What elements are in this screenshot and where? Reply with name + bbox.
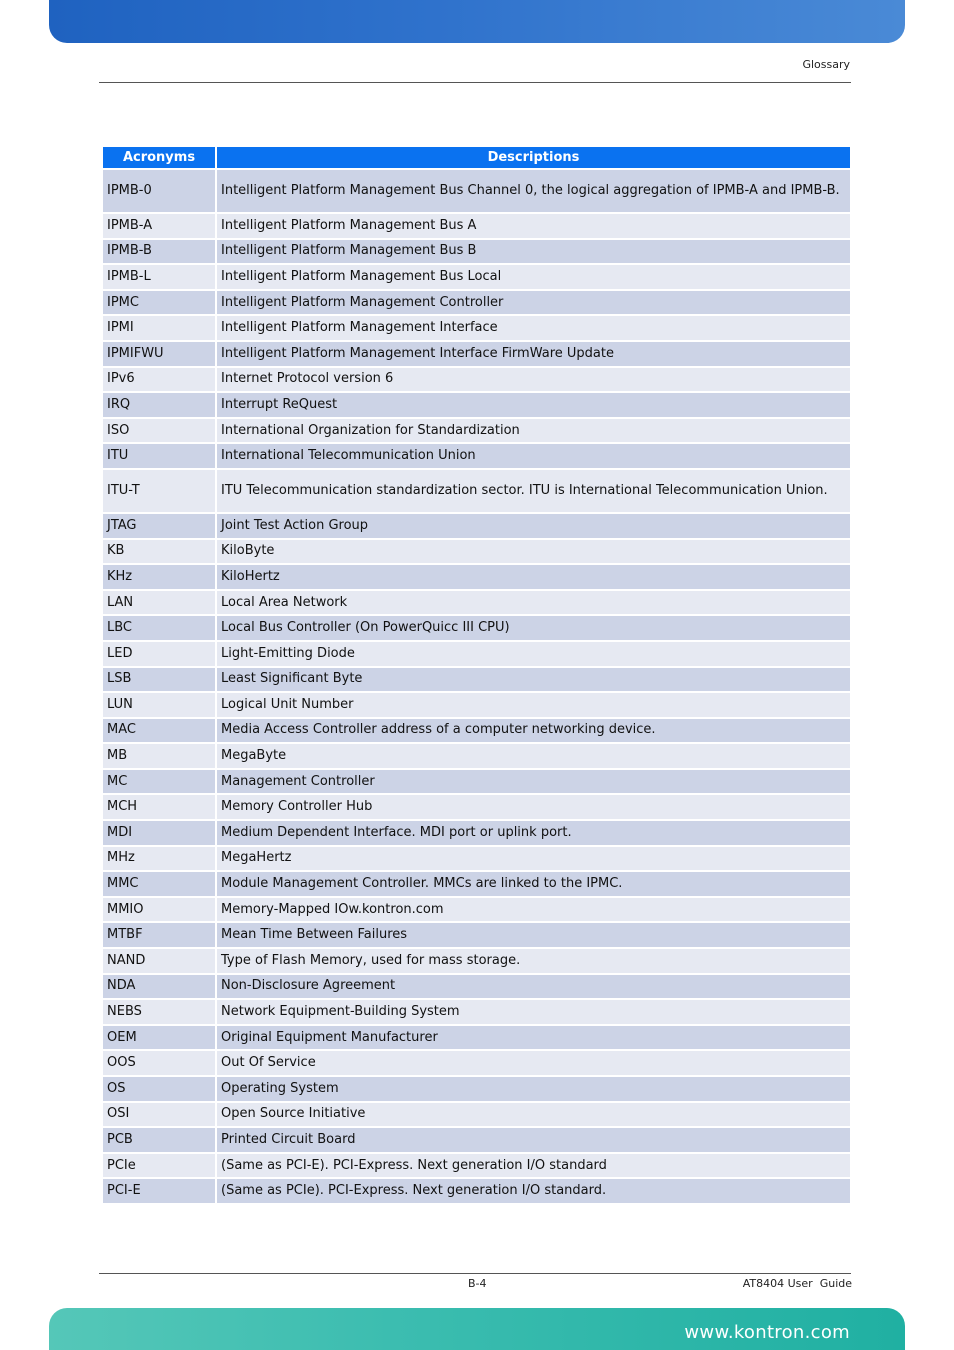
acronym-cell: NDA [103,975,215,999]
acronym-cell: MC [103,770,215,794]
top-banner [49,0,905,43]
description-cell: Out Of Service [217,1051,850,1075]
description-cell: Least Significant Byte [217,668,850,692]
table-row [103,316,850,340]
table-row [103,240,850,264]
table-row [103,1179,850,1203]
acronym-cell: IPMB-B [103,240,215,264]
table-row [103,668,850,692]
table-row [103,795,850,819]
table-row [103,693,850,717]
description-cell: Intelligent Platform Management Interface FirmWare Update [217,342,850,366]
table-row [103,291,850,315]
table-row [103,444,850,468]
footer-rule [99,1273,851,1274]
section-title: Glossary [802,58,850,71]
table-body [103,170,850,1203]
acronym-cell: LBC [103,616,215,640]
acronym-cell: LED [103,642,215,666]
acronym-cell: JTAG [103,514,215,538]
acronym-cell: LSB [103,668,215,692]
description-cell: Network Equipment-Building System [217,1000,850,1024]
description-cell: KiloByte [217,540,850,564]
table-row [103,342,850,366]
table-row [103,719,850,743]
description-cell: Light-Emitting Diode [217,642,850,666]
descriptions-header: Descriptions [217,147,850,168]
description-cell: Open Source Initiative [217,1103,850,1127]
description-cell: Intelligent Platform Management Interface [217,316,850,340]
acronym-cell: OS [103,1077,215,1101]
table-row [103,1051,850,1075]
acronym-cell: MDI [103,821,215,845]
description-cell: Intelligent Platform Management Bus A [217,214,850,238]
table-row [103,898,850,922]
description-cell: International Telecommunication Union [217,444,850,468]
description-cell: Non-Disclosure Agreement [217,975,850,999]
description-cell: Memory-Mapped IOw.kontron.com [217,898,850,922]
description-cell: Mean Time Between Failures [217,923,850,947]
description-cell: Management Controller [217,770,850,794]
table-row [103,1026,850,1050]
acronym-cell: IPMB-0 [103,170,215,212]
header-rule [99,82,851,83]
table-row [103,821,850,845]
description-cell: Internet Protocol version 6 [217,368,850,392]
table-row [103,1077,850,1101]
acronym-cell: IPMB-L [103,265,215,289]
acronym-cell: MAC [103,719,215,743]
table-row [103,1103,850,1127]
acronym-cell: PCI-E [103,1179,215,1203]
acronym-cell: MTBF [103,923,215,947]
table-row [103,949,850,973]
description-cell: (Same as PCI-E). PCI-Express. Next generation I/O standard [217,1154,850,1178]
acronym-cell: MCH [103,795,215,819]
description-cell: Original Equipment Manufacturer [217,1026,850,1050]
description-cell: Joint Test Action Group [217,514,850,538]
description-cell: Intelligent Platform Management Controller [217,291,850,315]
description-cell: Intelligent Platform Management Bus B [217,240,850,264]
acronym-cell: IPMIFWU [103,342,215,366]
acronym-cell: ITU-T [103,470,215,512]
table-header-row [103,147,850,168]
table-row [103,565,850,589]
table-row [103,419,850,443]
table-row [103,170,850,212]
table-row [103,265,850,289]
bottom-banner [49,1308,905,1350]
table-row [103,591,850,615]
description-cell: ITU Telecommunication standardization sector. ITU is International Telecommunication Union. [217,470,850,512]
acronym-cell: MB [103,744,215,768]
description-cell: Local Bus Controller (On PowerQuicc III CPU) [217,616,850,640]
description-cell: (Same as PCIe). PCI-Express. Next generation I/O standard. [217,1179,850,1203]
acronym-cell: KB [103,540,215,564]
acronyms-header: Acronyms [103,147,215,168]
acronym-cell: PCB [103,1128,215,1152]
description-cell: MegaByte [217,744,850,768]
acronym-cell: LAN [103,591,215,615]
glossary-table [101,145,852,1205]
description-cell: Media Access Controller address of a computer networking device. [217,719,850,743]
acronym-cell: IPv6 [103,368,215,392]
document-title: AT8404 User Guide [742,1277,852,1290]
acronym-cell: KHz [103,565,215,589]
acronym-cell: IPMC [103,291,215,315]
description-cell: Medium Dependent Interface. MDI port or uplink port. [217,821,850,845]
acronym-cell: IPMB-A [103,214,215,238]
table-row [103,514,850,538]
table-row [103,616,850,640]
acronym-cell: MHz [103,847,215,871]
description-cell: International Organization for Standardization [217,419,850,443]
website-link[interactable]: www.kontron.com [684,1322,850,1343]
table-row [103,872,850,896]
table-row [103,975,850,999]
acronym-cell: OEM [103,1026,215,1050]
description-cell: Interrupt ReQuest [217,393,850,417]
table-row [103,744,850,768]
page-number: B-4 [468,1277,487,1290]
acronym-cell: PCIe [103,1154,215,1178]
acronym-cell: ITU [103,444,215,468]
description-cell: Module Management Controller. MMCs are linked to the IPMC. [217,872,850,896]
acronym-cell: NAND [103,949,215,973]
table-row [103,1128,850,1152]
acronym-cell: MMIO [103,898,215,922]
description-cell: Memory Controller Hub [217,795,850,819]
table-row [103,847,850,871]
description-cell: KiloHertz [217,565,850,589]
table-row [103,393,850,417]
table-row [103,470,850,512]
acronym-cell: LUN [103,693,215,717]
description-cell: Type of Flash Memory, used for mass storage. [217,949,850,973]
table-row [103,923,850,947]
description-cell: MegaHertz [217,847,850,871]
description-cell: Intelligent Platform Management Bus Channel 0, the logical aggregation of IPMB-A and IPMB-B. [217,170,850,212]
acronym-cell: ISO [103,419,215,443]
table-row [103,368,850,392]
description-cell: Intelligent Platform Management Bus Local [217,265,850,289]
acronym-cell: OSI [103,1103,215,1127]
description-cell: Operating System [217,1077,850,1101]
acronym-cell: NEBS [103,1000,215,1024]
acronym-cell: OOS [103,1051,215,1075]
table-row [103,770,850,794]
table-row [103,1000,850,1024]
acronym-cell: IRQ [103,393,215,417]
table-row [103,540,850,564]
description-cell: Logical Unit Number [217,693,850,717]
table-row [103,1154,850,1178]
table-row [103,642,850,666]
acronym-cell: MMC [103,872,215,896]
description-cell: Printed Circuit Board [217,1128,850,1152]
description-cell: Local Area Network [217,591,850,615]
table-row [103,214,850,238]
acronym-cell: IPMI [103,316,215,340]
